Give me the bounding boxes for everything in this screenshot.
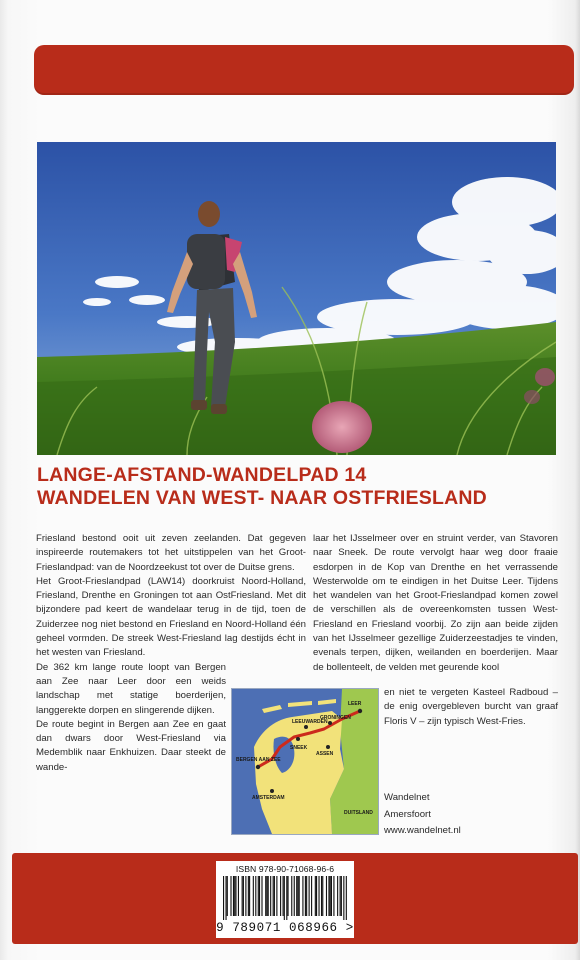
barcode-bar [268, 876, 269, 916]
map-label-assen: ASSEN [316, 751, 334, 757]
barcode-bar [270, 876, 271, 916]
barcode-bar [273, 876, 274, 916]
title-line-2: WANDELEN VAN WEST- NAAR OSTFRIESLAND [37, 487, 487, 509]
barcode-bar [330, 876, 331, 916]
map-label-sneek: SNEEK [290, 745, 308, 751]
barcode-bar [306, 876, 307, 916]
map-label-bergen: BERGEN AAN ZEE [236, 757, 281, 763]
barcode-bar [223, 876, 224, 920]
paragraph-1: Friesland bestond ooit uit zeven zeelanden. Dat gegeven inspireerde routemakers tot het uitstippelen van het Groot-Frieslandpad: van de Noordzeekust tot over de Duitse grens. [36, 533, 306, 573]
barcode-bar [258, 876, 259, 916]
barcode-bar [331, 876, 332, 916]
barcode-bar [322, 876, 323, 916]
barcode-bar [234, 876, 235, 916]
paragraph-4: De route begint in Bergen aan Zee en gaat dan dwars door West-Friesland via Medemblik naar Enkhuizen. Daar steekt de wande- [36, 718, 226, 773]
barcode-bar [333, 876, 334, 916]
barcode-bar [309, 876, 310, 916]
publisher-website[interactable]: www.wandelnet.nl [384, 825, 461, 836]
barcode-bar [283, 876, 284, 916]
barcode-bar [274, 876, 275, 916]
barcode-bar [235, 876, 236, 916]
barcode-bar [302, 876, 303, 916]
barcode-bar [294, 876, 295, 916]
publisher-name: Wandelnet [384, 792, 430, 803]
barcode-bar [318, 876, 319, 916]
barcode-bar [326, 876, 327, 916]
paragraph-6: en niet te vergeten Kasteel Radboud – de enig overgebleven burcht van graaf Floris V – zijn typisch West-Fries. [384, 687, 558, 727]
publisher-block [384, 790, 558, 840]
right-column-lower-text [384, 686, 558, 729]
barcode-bar [230, 876, 231, 916]
isbn-label: ISBN 978-90-71068-96-6 [235, 864, 335, 874]
right-column-text [313, 532, 558, 675]
barcode-bar [315, 876, 316, 916]
map-label-leeuwarden: LEEUWARDEN [292, 719, 328, 725]
barcode-bar [340, 876, 341, 916]
barcode-bar [291, 876, 292, 916]
cover-photo [37, 142, 556, 455]
barcode-bar [284, 876, 285, 920]
route-map [231, 688, 379, 835]
barcode-bar [311, 876, 312, 916]
barcode-bar [245, 876, 246, 916]
map-label-leer: LEER [348, 701, 362, 707]
barcode-bar [286, 876, 287, 920]
barcode-bar [233, 876, 234, 916]
barcode-bar [328, 876, 329, 916]
barcode-bar [238, 876, 239, 916]
barcode-bar [346, 876, 347, 920]
paragraph-2: Het Groot-Frieslandpad (LAW14) doorkruist Noord-Holland, Friesland, Drenthe en Groningen tot aan OstFriesland. Met dit bijzondere pad keert de wandelaar terug in de tijd, toen de Zuiderzee nog niet bestond en Friesland en Noord-Holland één geheel vormden. De streek West-Friesland lag destijds écht in het westen van Friesland. [36, 575, 306, 659]
barcode-bar [265, 876, 266, 916]
barcode-bar [261, 876, 262, 916]
paragraph-3: De 362 km lange route loopt van Bergen aan Zee naar Leer door een weids landschap met statige boerderijen, langgerekte dorpen en slingerende dijken. [36, 661, 226, 716]
top-red-band [34, 45, 574, 95]
map-label-groningen: GRONINGEN [320, 715, 351, 721]
barcode-bar [243, 876, 244, 916]
barcode-bar [287, 876, 288, 916]
barcode-bar [266, 876, 267, 916]
barcode-bar [305, 876, 306, 916]
paragraph-5: laar het IJsselmeer over en struint verder, van Stavoren naar Sneek. De route vervolgt haar weg door fraaie esdorpen in de Kop van Drenthe en het verrassende Westerwolde om te eindigen in het Duitse Leer. Tijdens het wandelen van het Groot-Frieslandpad komen zowel de verschillen als de overeenkomsten tussen West-Friesland en Friesland voorbij. Zo zijn aan beide zijden van het IJsselmeer gezellige Zuiderzeestadjes te vinden, evenals terpen, dijken, weilanden en boerderijen. Maar de bollenteelt, de velden met geurende kool [313, 533, 558, 673]
barcode-bar [259, 876, 260, 916]
barcode-bar [321, 876, 322, 916]
barcode-bar [341, 876, 342, 916]
barcode [216, 861, 354, 938]
map-label-amsterdam: AMSTERDAM [252, 795, 285, 801]
barcode-bar [249, 876, 250, 916]
barcode-bar [296, 876, 297, 916]
barcode-bar [337, 876, 338, 916]
barcode-bars [223, 876, 347, 920]
barcode-bar [343, 876, 344, 920]
map-label-duitsland: DUITSLAND [344, 810, 373, 816]
barcode-bar [297, 876, 298, 916]
barcode-bar [316, 876, 317, 916]
barcode-bar [225, 876, 226, 920]
publisher-city: Amersfoort [384, 808, 431, 820]
title-line-1: LANGE-AFSTAND-WANDELPAD 14 [37, 464, 367, 486]
barcode-bar [227, 876, 228, 916]
barcode-bar [276, 876, 277, 916]
book-title [37, 464, 557, 510]
barcode-bar [280, 876, 281, 916]
barcode-bar [248, 876, 249, 916]
barcode-bar [242, 876, 243, 916]
barcode-bar [299, 876, 300, 916]
barcode-bar [255, 876, 256, 916]
barcode-bar [253, 876, 254, 916]
barcode-digits: 9 789071 068966 > [216, 921, 354, 935]
